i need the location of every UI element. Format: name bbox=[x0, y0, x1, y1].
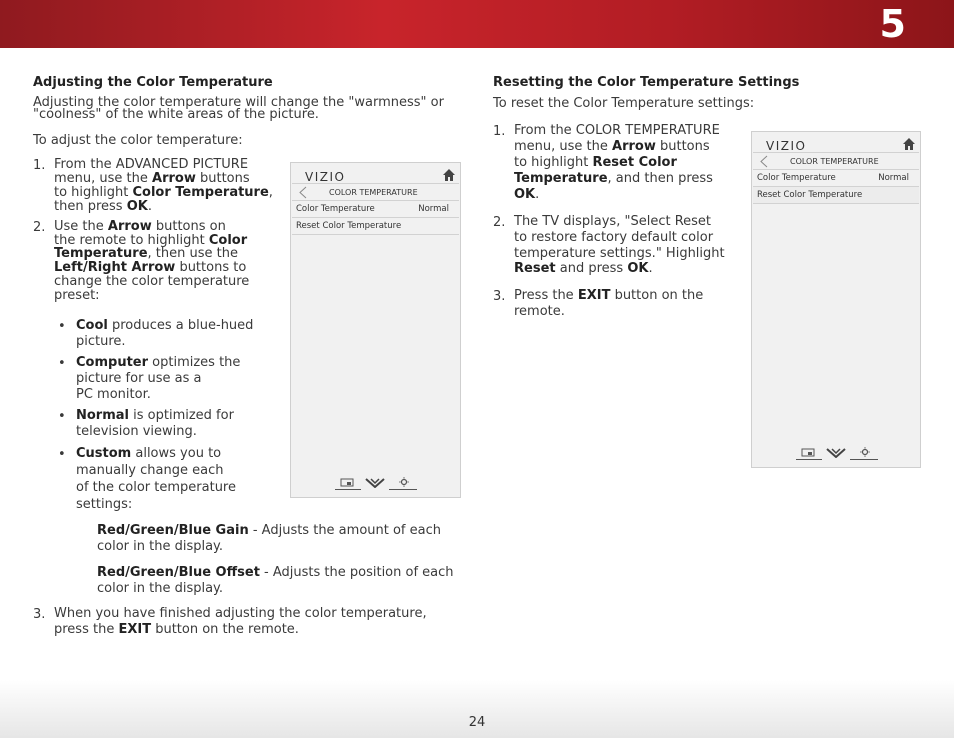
step2-line: preset: bbox=[54, 288, 100, 303]
bullet-custom-line: settings: bbox=[76, 497, 133, 512]
menu-item-reset-color-temperature[interactable]: Reset Color Temperature bbox=[753, 186, 919, 204]
vizio-v-icon bbox=[365, 478, 385, 488]
vizio-logo: VIZIO bbox=[766, 139, 807, 153]
home-icon bbox=[902, 137, 916, 151]
back-arrow-icon bbox=[296, 185, 310, 200]
breadcrumb: COLOR TEMPERATURE bbox=[329, 188, 418, 197]
reset-step3-line: remote. bbox=[514, 304, 565, 319]
back-arrow-icon bbox=[757, 154, 771, 169]
gear-icon bbox=[398, 477, 410, 487]
reset-step1-line: OK. bbox=[514, 187, 540, 202]
menu-item-reset-color-temperature[interactable]: Reset Color Temperature bbox=[292, 217, 459, 235]
breadcrumb-bar bbox=[292, 183, 459, 201]
gain-desc: Red/Green/Blue Gain - Adjusts the amount of each bbox=[97, 523, 441, 538]
bullet-custom-line: of the color temperature bbox=[76, 480, 236, 495]
bullet-dot: • bbox=[58, 319, 66, 334]
tv-menu-panel bbox=[751, 131, 921, 468]
step2-line: Use the Arrow buttons on bbox=[54, 219, 226, 234]
reset-step1-line: menu, use the Arrow buttons bbox=[514, 139, 710, 154]
input-icon bbox=[339, 478, 355, 488]
step2-line: Temperature, then use the bbox=[54, 246, 238, 261]
step1-line: menu, use the Arrow buttons bbox=[54, 171, 250, 186]
bullet-custom: Custom allows you to bbox=[76, 446, 222, 461]
step-number: 3. bbox=[493, 289, 506, 304]
reset-step1-line: Temperature, and then press bbox=[514, 171, 713, 186]
section-title-adjust: Adjusting the Color Temperature bbox=[33, 75, 273, 90]
step3-line: When you have finished adjusting the color temperature, bbox=[54, 606, 427, 621]
step-number: 1. bbox=[493, 124, 506, 139]
adjust-lead: To adjust the color temperature: bbox=[33, 133, 243, 148]
step2-line: Left/Right Arrow buttons to bbox=[54, 260, 247, 275]
home-icon bbox=[442, 168, 456, 182]
vizio-logo: VIZIO bbox=[305, 170, 346, 184]
step3-line: press the EXIT button on the remote. bbox=[54, 622, 299, 637]
tv-menu-panel bbox=[290, 162, 461, 498]
offset-desc-line: color in the display. bbox=[97, 581, 224, 596]
bullet-cool: Cool produces a blue-hued bbox=[76, 318, 254, 333]
icon-underline bbox=[389, 489, 417, 490]
intro-line-2: "coolness" of the white areas of the picture. bbox=[33, 107, 319, 122]
menu-item-color-temperature[interactable]: Color Temperature Normal bbox=[292, 200, 459, 217]
bullet-normal: Normal is optimized for bbox=[76, 408, 234, 423]
gain-desc-line: color in the display. bbox=[97, 539, 224, 554]
step-number: 3. bbox=[33, 607, 46, 622]
breadcrumb: COLOR TEMPERATURE bbox=[790, 157, 879, 166]
reset-step2-line: temperature settings." Highlight bbox=[514, 246, 725, 261]
step-number: 2. bbox=[33, 220, 46, 235]
menu-item-color-temperature[interactable]: Color Temperature Normal bbox=[753, 169, 919, 186]
bullet-computer-line: PC monitor. bbox=[76, 387, 151, 402]
icon-underline bbox=[335, 489, 361, 490]
icon-underline bbox=[850, 459, 878, 460]
section-title-reset: Resetting the Color Temperature Settings bbox=[493, 75, 800, 90]
intro-line-1: Adjusting the color temperature will change the "warmness" or bbox=[33, 95, 444, 110]
bullet-computer: Computer optimizes the bbox=[76, 355, 241, 370]
step-number: 1. bbox=[33, 158, 46, 173]
bullet-dot: • bbox=[58, 356, 66, 371]
reset-lead: To reset the Color Temperature settings: bbox=[493, 96, 755, 111]
bullet-computer-line: picture for use as a bbox=[76, 371, 202, 386]
reset-step2-line: The TV displays, "Select Reset bbox=[514, 214, 712, 229]
bullet-dot: • bbox=[58, 447, 66, 462]
step1-line: From the ADVANCED PICTURE bbox=[54, 157, 249, 172]
reset-step1-line: to highlight Reset Color bbox=[514, 155, 677, 170]
icon-underline bbox=[796, 459, 822, 460]
offset-desc: Red/Green/Blue Offset - Adjusts the position of each bbox=[97, 565, 454, 580]
gear-icon bbox=[859, 447, 871, 457]
chapter-number: 5 bbox=[879, 2, 906, 46]
step2-line: change the color temperature bbox=[54, 274, 250, 289]
step1-line: to highlight Color Temperature, bbox=[54, 185, 273, 200]
reset-step1-line: From the COLOR TEMPERATURE bbox=[514, 123, 720, 138]
bullet-dot: • bbox=[58, 409, 66, 424]
reset-step2-line: Reset and press OK. bbox=[514, 261, 653, 276]
chapter-banner bbox=[0, 0, 954, 48]
page-number: 24 bbox=[468, 715, 486, 730]
reset-step2-line: to restore factory default color bbox=[514, 230, 714, 245]
breadcrumb-bar bbox=[753, 152, 919, 170]
input-icon bbox=[800, 448, 816, 458]
reset-step3-line: Press the EXIT button on the bbox=[514, 288, 704, 303]
bullet-cool-line: picture. bbox=[76, 334, 126, 349]
step2-line: the remote to highlight Color bbox=[54, 233, 248, 248]
vizio-v-icon bbox=[826, 448, 846, 458]
step1-line: then press OK. bbox=[54, 199, 152, 214]
bullet-custom-line: manually change each bbox=[76, 463, 224, 478]
bullet-normal-line: television viewing. bbox=[76, 424, 197, 439]
step-number: 2. bbox=[493, 215, 506, 230]
